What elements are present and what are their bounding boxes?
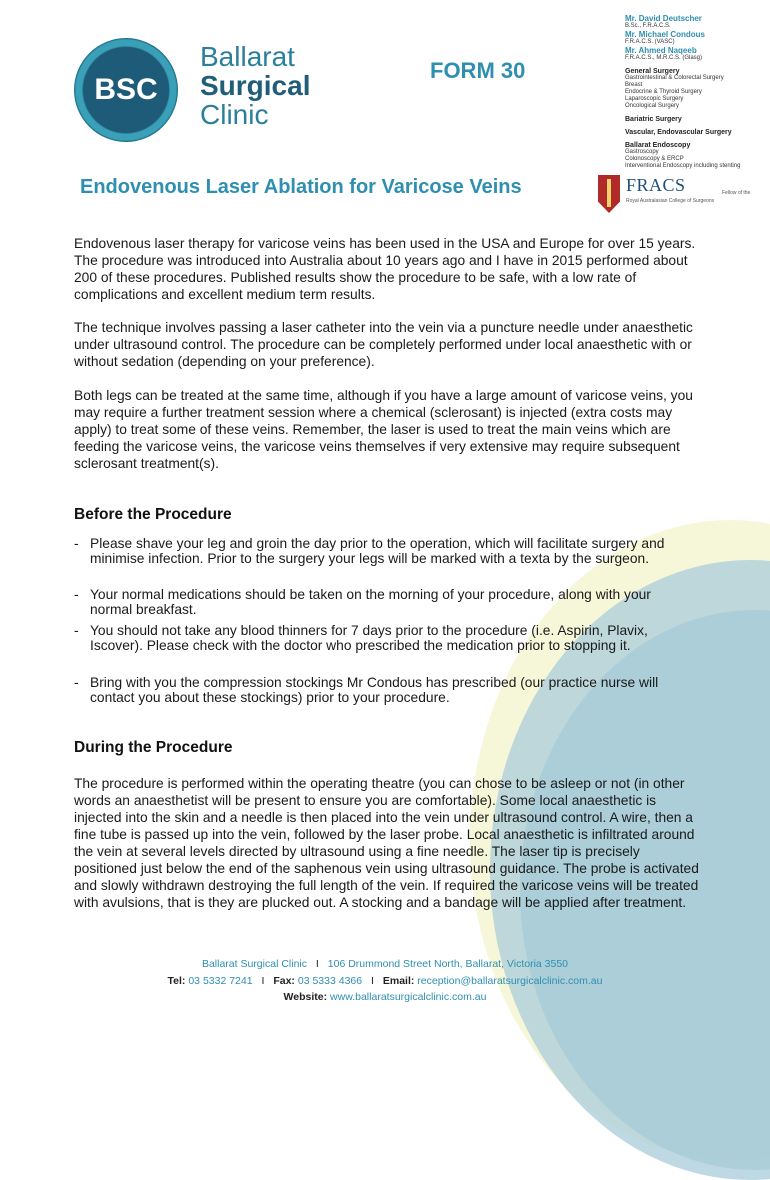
footer-address: 106 Drummond Street North, Ballarat, Victoria 3550 bbox=[327, 958, 569, 970]
footer-contact-line bbox=[0, 975, 770, 987]
fracs-badge bbox=[598, 175, 763, 215]
list-item-text: Please shave your leg and groin the day prior to the operation, which will facilitate surgery and minimise infection. Prior to the surgery your legs will be marked with a texta by the surgeon. bbox=[90, 536, 665, 566]
clinic-logo bbox=[74, 38, 334, 134]
footer-divider: I bbox=[371, 975, 374, 987]
section-heading-during: During the Procedure bbox=[74, 739, 233, 756]
logo-line-1: Ballarat bbox=[200, 41, 295, 72]
fracs-wordmark: FRACS bbox=[626, 175, 686, 195]
crest-cross-icon bbox=[607, 179, 611, 207]
bullet-dash: - bbox=[74, 623, 79, 638]
intro-paragraph: Both legs can be treated at the same time, although if you have a large amount of varicose veins, you may require a further treatment session where a chemical (sclerosant) is injected (extra costs may apply) to treat some of these veins. Remember, the laser is used to treat the main veins which are feeding the varicose veins, the varicose veins themselves if very extensive may require subsequent sclerosant treatment(s). bbox=[74, 388, 693, 471]
specialty-item: Endocrine & Thyroid Surgery bbox=[625, 89, 702, 95]
document-title: Endovenous Laser Ablation for Varicose Veins bbox=[80, 176, 522, 198]
specialty-heading: Bariatric Surgery bbox=[625, 116, 682, 123]
logo-abbreviation: BSC bbox=[94, 73, 158, 106]
bullet-dash: - bbox=[74, 675, 79, 690]
specialty-item: Colonoscopy & ERCP bbox=[625, 156, 684, 162]
surgeon-qualifications: F.R.A.C.S. (VASC) bbox=[625, 39, 675, 45]
footer-divider: I bbox=[315, 958, 319, 970]
section-heading-before: Before the Procedure bbox=[74, 506, 232, 523]
footer-email-link[interactable]: reception@ballaratsurgicalclinic.com.au bbox=[417, 975, 603, 987]
logo-line-2: Surgical bbox=[200, 70, 311, 101]
footer-tel-label: Tel: bbox=[167, 975, 186, 987]
list-item-text: Your normal medications should be taken on the morning of your procedure, along with your normal breakfast. bbox=[90, 587, 651, 617]
specialty-heading: Vascular, Endovascular Surgery bbox=[625, 129, 732, 136]
specialty-item: Interventional Endoscopy including stenting bbox=[625, 163, 741, 169]
footer-address-line bbox=[0, 958, 770, 970]
surgeon-list bbox=[625, 14, 765, 170]
footer-website-label: Website: bbox=[283, 991, 328, 1003]
footer-divider: I bbox=[261, 975, 265, 987]
footer-website-link[interactable]: www.ballaratsurgicalclinic.com.au bbox=[330, 991, 487, 1003]
form-number: FORM 30 bbox=[430, 58, 526, 83]
logo-wordmark bbox=[200, 42, 310, 129]
surgeon-qualifications: F.R.A.C.S., M.R.C.S. (Glasg) bbox=[625, 55, 703, 61]
footer-clinic-name: Ballarat Surgical Clinic bbox=[201, 958, 307, 970]
footer-website-line bbox=[0, 991, 770, 1003]
during-paragraph: The procedure is performed within the operating theatre (you can chose to be asleep or not (in other words an anaesthetist will be present to ensure you are comfortable). Some local anaesthetic is injected into the skin and a needle is then placed into the vein under ultrasound control. A wire, then a fine tube is passed up into the vein, followed by the laser probe. Local anaesthetic is infiltrated around the vein at several levels directed by ultrasound using a fine needle. The laser tip is precisely positioned just below the end of the saphenous vein using ultrasound guidance. The probe is activated and slowly withdrawn destroying the full length of the vein. If required the varicose veins will be treated with avulsions, that is they are plucked out. A stocking and a bandage will be applied after treatment. bbox=[74, 776, 699, 910]
fracs-fellow-text: Fellow of the bbox=[722, 190, 751, 196]
footer-fax: 03 5333 4366 bbox=[297, 975, 363, 987]
surgeon-name: Mr. Ahmed Naqeeb bbox=[625, 46, 697, 55]
bullet-dash: - bbox=[74, 587, 79, 602]
surgeon-name: Mr. Michael Condous bbox=[625, 30, 706, 39]
specialty-item: Gastroscopy bbox=[625, 149, 659, 155]
logo-line-3: Clinic bbox=[200, 99, 269, 130]
specialty-item: Gastrointestinal & Colorectal Surgery bbox=[625, 75, 724, 81]
footer-email-label: Email: bbox=[382, 975, 415, 987]
footer-tel: 03 5332 7241 bbox=[188, 975, 253, 987]
specialty-item: Laparoscopic Surgery bbox=[625, 96, 684, 102]
intro-paragraph: The technique involves passing a laser catheter into the vein via a puncture needle under anaesthetic under ultrasound control. The procedure can be completely performed under local anaesthetic with or without sedation (depending on your preference). bbox=[74, 320, 693, 369]
footer-fax-label: Fax: bbox=[273, 975, 295, 987]
bullet-dash: - bbox=[74, 536, 79, 551]
list-item-text: You should not take any blood thinners for 7 days prior to the procedure (i.e. Aspirin, Plavix, Iscover). Please check with the doctor who prescribed the medication prior to stopping it. bbox=[90, 623, 648, 653]
list-item-text: Bring with you the compression stockings Mr Condous has prescribed (our practice nurse will contact you about these stockings) prior to your procedure. bbox=[90, 675, 659, 705]
specialty-heading: General Surgery bbox=[625, 68, 680, 75]
specialty-item: Oncological Surgery bbox=[625, 103, 680, 109]
specialty-heading: Ballarat Endoscopy bbox=[625, 142, 691, 149]
specialty-item: Breast bbox=[625, 82, 643, 88]
surgeon-qualifications: B.Sc., F.R.A.C.S. bbox=[625, 23, 671, 29]
fracs-college-text: Royal Australasian College of Surgeons bbox=[626, 198, 715, 204]
surgeon-name: Mr. David Deutscher bbox=[625, 14, 702, 23]
intro-paragraph: Endovenous laser therapy for varicose veins has been used in the USA and Europe for over 15 years. The procedure was introduced into Australia about 10 years ago and I have in 2015 performed about 200 of these procedures. Published results show the procedure to be safe, with a low rate of complications and excellent medium term results. bbox=[74, 236, 696, 302]
